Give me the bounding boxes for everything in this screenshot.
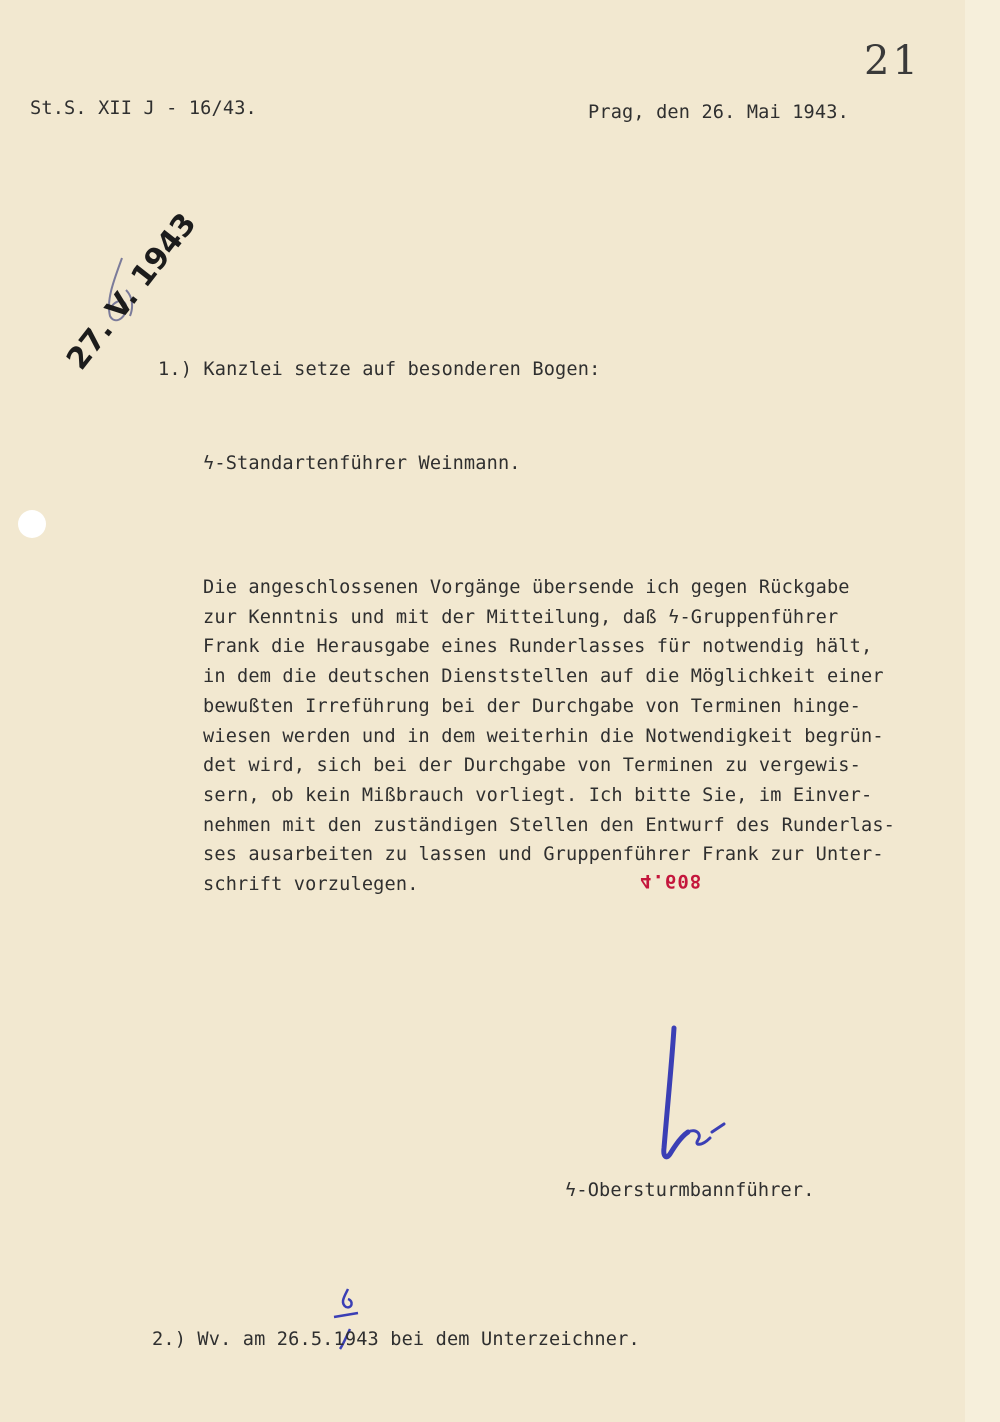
folio-number: 21 bbox=[864, 38, 921, 84]
handwritten-signature bbox=[640, 1020, 750, 1170]
punch-hole bbox=[18, 510, 46, 538]
signature-rank: ϟ-Obersturmbannführer. bbox=[565, 1180, 815, 1201]
item2-text: 2.) Wv. am 26.5.1943 bei dem Unterzeichner. bbox=[152, 1329, 640, 1350]
body-line: Die angeschlossenen Vorgänge übersende ich gegen Rückgabe bbox=[203, 577, 850, 598]
reference-number: St.S. XII J - 16/43. bbox=[30, 98, 257, 119]
body-line: ses ausarbeiten zu lassen und Gruppenführer Frank zur Unter- bbox=[203, 844, 884, 866]
body-line: sern, ob kein Mißbrauch vorliegt. Ich bitte Sie, im Einver- bbox=[203, 784, 873, 806]
body-line: wiesen werden und in dem weiterhin die Notwendigkeit begrün- bbox=[203, 725, 884, 747]
body-line: zur Kenntnis und mit der Mitteilung, daß ϟ-Gruppenführer bbox=[203, 606, 839, 628]
item1-heading: 1.) Kanzlei setze auf besonderen Bogen: bbox=[158, 359, 601, 380]
body-line: Frank die Herausgabe eines Runderlasses für notwendig hält, bbox=[203, 636, 873, 658]
place-date: Prag, den 26. Mai 1943. bbox=[588, 102, 849, 123]
addressee-line: ϟ-Standartenführer Weinmann. bbox=[203, 453, 521, 474]
body-line: in dem die deutschen Dienststellen auf die Möglichkeit einer bbox=[203, 666, 884, 688]
red-registry-stamp: 4.608 bbox=[640, 870, 703, 892]
body-line: det wird, sich bei der Durchgabe von Terminen zu vergewis- bbox=[203, 755, 861, 777]
receipt-date-stamp: 27. V. 1943 bbox=[60, 206, 204, 377]
page-edge bbox=[965, 0, 1000, 1422]
body-line: bewußten Irreführung bei der Durchgabe von Terminen hinge- bbox=[203, 695, 861, 717]
body-line: schrift vorzulegen. bbox=[203, 874, 419, 895]
body-line: nehmen mit den zuständigen Stellen den Entwurf des Runderlas- bbox=[203, 814, 896, 836]
